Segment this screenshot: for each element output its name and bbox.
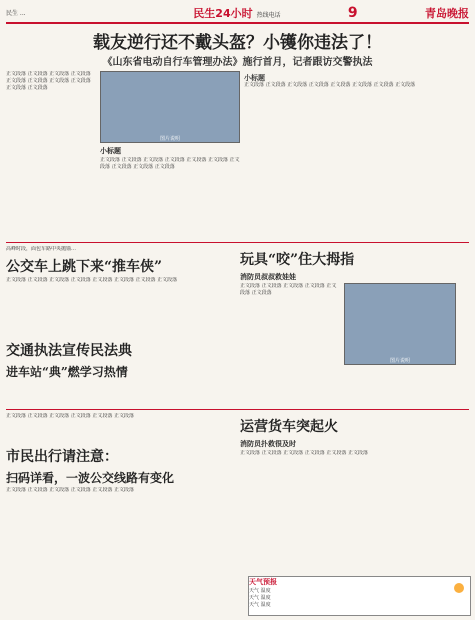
fire1-body: 正文段落 正文段落 正文段落 正文段落 正文段落 正文段落 — [240, 283, 337, 296]
lead-body-2: 正文段落 正文段落 正文段落 正文段落 正文段落 正文段落 正文段落 正文段落 正文段落 正文段落 — [100, 157, 240, 170]
fire1-photo-caption: 图片说明 — [389, 358, 410, 364]
weather-title: 天气预报 — [249, 578, 277, 586]
weather-line-1: 天气 温度 — [249, 588, 271, 594]
fire2-subtitle: 消防员扑救很及时 — [240, 439, 296, 448]
header-left-text: 民生 ... — [6, 9, 26, 17]
lead-subtitle2: 小标题 — [100, 146, 121, 155]
section-title: 民生24小时 热线电话 — [193, 7, 281, 20]
traffic-headline: 交通执法宣传民法典 — [6, 343, 132, 359]
bus-intro: 高峰时段，面包车路中央抛锚… — [6, 246, 77, 252]
lead-headline: 载友逆行还不戴头盔？小镬你违法了！ — [93, 33, 382, 53]
lead-photo-caption: 图片说明 — [159, 136, 180, 142]
weather-line-3: 天气 温度 — [249, 602, 271, 608]
page-header — [6, 4, 469, 24]
fire1-subtitle: 消防员叔叔救娃娃 — [240, 272, 296, 281]
weather-box — [248, 576, 471, 616]
traffic-body: 正文段落 正文段落 正文段落 正文段落 正文段落 正文段落 — [6, 413, 134, 419]
fire2-title: 运营货车突起火 — [240, 419, 338, 435]
bus-headline: 公交车上跳下来“推车侠” — [6, 259, 163, 275]
scan-body: 正文段落 正文段落 正文段落 正文段落 正文段落 正文段落 — [6, 487, 134, 493]
page-number: 9 — [347, 5, 358, 21]
weather-line-2: 天气 温度 — [249, 595, 271, 601]
right-top-body: 正文段落 正文段落 正文段落 正文段落 正文段落 正文段落 正文段落 正文段落 — [244, 82, 416, 88]
bus-body: 正文段落 正文段落 正文段落 正文段落 正文段落 正文段落 正文段落 正文段落 — [6, 277, 178, 283]
fire2-body: 正文段落 正文段落 正文段落 正文段落 正文段落 正文段落 — [240, 450, 368, 456]
lead-body: 正文段落 正文段落 正文段落 正文段落 正文段落 正文段落 正文段落 正文段落 正文段落 正文段落 — [6, 71, 91, 91]
right-top-title: 小标题 — [244, 73, 265, 82]
brand-logo: 青岛晚报 — [424, 7, 469, 20]
scan-subhead: 扫码详看，一波公交线路有变化 — [6, 471, 175, 485]
scan-headline: 市民出行请注意： — [6, 449, 118, 465]
lead-photo — [100, 71, 240, 143]
traffic-subhead: 进车站“典”燃学习热情 — [6, 365, 128, 379]
fire1-title: 玩具“咬”住大拇指 — [240, 252, 355, 268]
fire1-photo — [344, 283, 456, 365]
lead-subhead: 《山东省电动自行车管理办法》施行首月，记者跟访交警执法 — [102, 57, 373, 68]
sun-icon — [454, 583, 464, 593]
